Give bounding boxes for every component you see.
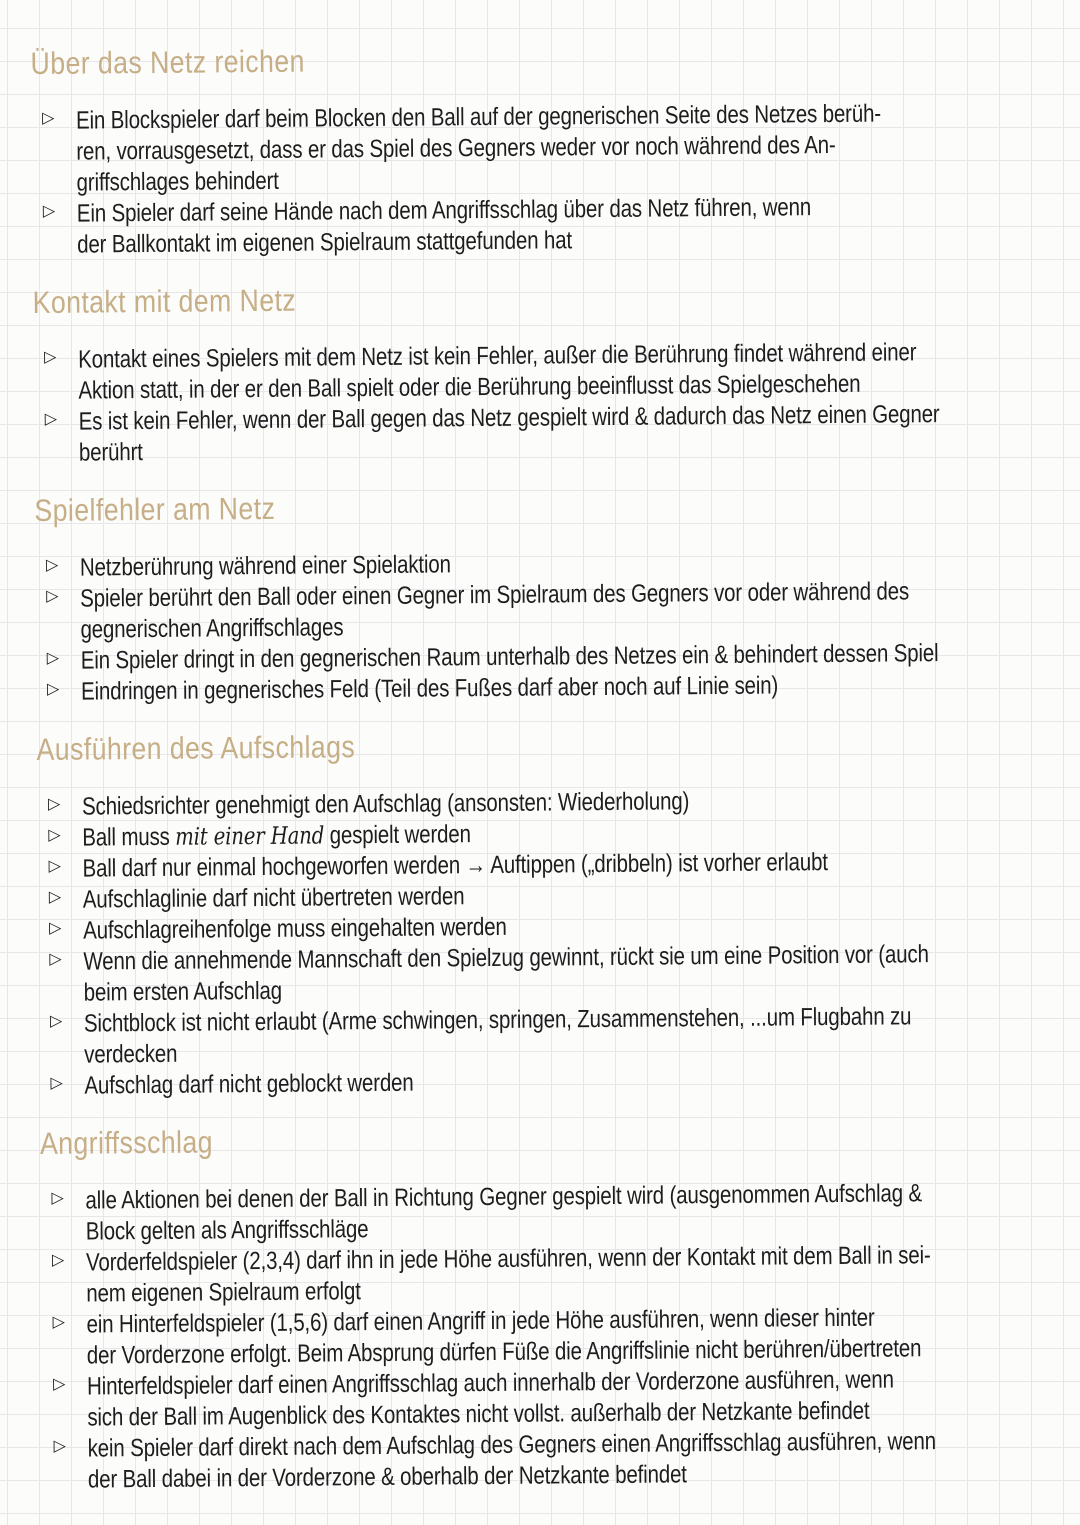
text-line: Kontakt eines Spielers mit dem Netz ist kein Fehler, außer die Berührung findet während einer bbox=[78, 338, 917, 374]
text-segment: Ball muss bbox=[82, 822, 176, 852]
emphasized-text: mit einer Hand bbox=[175, 821, 325, 851]
bullet-text bbox=[86, 1239, 1074, 1310]
section-5 bbox=[38, 1117, 1075, 1496]
text-line: alle Aktionen bei denen der Ball in Richtung Gegner gespielt wird (ausgenommen Aufschlag & bbox=[85, 1179, 923, 1215]
text-line: Aufschlagreihenfolge muss eingehalten werden bbox=[83, 912, 507, 945]
text-line: Aufschlag darf nicht geblockt werden bbox=[84, 1068, 414, 1100]
bullet-text bbox=[84, 1000, 1072, 1071]
list-item bbox=[40, 1363, 1075, 1434]
triangle-bullet-icon: ▷ bbox=[53, 1375, 66, 1393]
list-item bbox=[33, 575, 1068, 646]
bullet-text bbox=[88, 1425, 1076, 1496]
text-line: Ein Spieler dringt in den gegnerischen Raum unterhalb des Netzes ein & behindert dessen Spiel bbox=[80, 639, 939, 675]
bullet-list bbox=[29, 97, 1064, 261]
text-line: sich der Ball im Augenblick des Kontaktes nicht vollst. außerhalb der Netzkante befindet bbox=[87, 1396, 870, 1432]
triangle-bullet-icon: ▷ bbox=[51, 1189, 64, 1207]
section-heading: Angriffsschlag bbox=[39, 1124, 214, 1161]
text-line: der Ballkontakt im eigenen Spielraum stattgefunden hat bbox=[77, 226, 573, 259]
bullet-text bbox=[83, 938, 1071, 1009]
text-line: Hinterfeldspieler darf einen Angriffsschlag auch innerhalb der Vorderzone ausführen, wenn bbox=[86, 1365, 894, 1401]
triangle-bullet-icon: ▷ bbox=[48, 826, 61, 844]
text-line: verdecken bbox=[84, 1039, 178, 1069]
section-4 bbox=[34, 723, 1071, 1102]
text-line: der Ball dabei in der Vorderzone & oberhalb der Netzkante befindet bbox=[87, 1460, 687, 1494]
bullet-list bbox=[31, 336, 1066, 469]
triangle-bullet-icon: ▷ bbox=[53, 1437, 67, 1455]
section-heading: Spielfehler am Netz bbox=[34, 490, 276, 528]
triangle-bullet-icon: ▷ bbox=[46, 649, 60, 667]
list-item bbox=[38, 1177, 1073, 1248]
triangle-bullet-icon: ▷ bbox=[47, 795, 61, 813]
triangle-bullet-icon: ▷ bbox=[49, 950, 62, 968]
text-line: berührt bbox=[78, 438, 143, 467]
text-line: Ball darf nur einmal hochgeworfen werden → Auftippen („dribbeln) ist vorher erlaubt bbox=[82, 848, 828, 883]
bullet-list bbox=[33, 544, 1068, 708]
text-line: Vorderfeldspieler (2,3,4) darf ihn in jede Höhe ausführen, wenn der Kontakt mit dem Ball in sei- bbox=[85, 1241, 931, 1277]
triangle-bullet-icon: ▷ bbox=[41, 109, 55, 127]
text-line: Wenn die annehmende Mannschaft den Spielzug gewinnt, rückt sie um eine Position vor (auch bbox=[83, 940, 929, 976]
triangle-bullet-icon: ▷ bbox=[50, 1074, 63, 1092]
text-line: ein Hinterfeldspieler (1,5,6) darf einen Angriff in jede Höhe ausführen, wenn dieser hinter bbox=[86, 1303, 875, 1339]
section-2 bbox=[30, 276, 1066, 469]
triangle-bullet-icon: ▷ bbox=[48, 857, 61, 875]
list-item bbox=[36, 938, 1071, 1009]
triangle-bullet-icon: ▷ bbox=[42, 202, 56, 220]
bullet-list bbox=[38, 1177, 1075, 1496]
bullet-text bbox=[87, 1363, 1075, 1434]
list-item bbox=[39, 1239, 1074, 1310]
text-line: gegnerischen Angriffschlages bbox=[80, 613, 344, 644]
text-line: Schiedsrichter genehmigt den Aufschlag (ansonsten: Wiederholung) bbox=[81, 787, 690, 821]
section-1 bbox=[28, 37, 1064, 261]
list-item bbox=[30, 190, 1065, 261]
bullet-list bbox=[35, 783, 1072, 1102]
section-heading: Ausführen des Aufschlags bbox=[36, 729, 356, 767]
text-line: Ein Spieler darf seine Hände nach dem Angriffsschlag über das Netz führen, wenn bbox=[76, 193, 812, 228]
triangle-bullet-icon: ▷ bbox=[49, 919, 62, 937]
triangle-bullet-icon: ▷ bbox=[44, 410, 58, 428]
list-item bbox=[41, 1425, 1076, 1496]
text-line: Es ist kein Fehler, wenn der Ball gegen das Netz gespielt wird & dadurch das Netz einen Gegner bbox=[78, 400, 940, 436]
text-line: Aktion statt, in der er den Ball spielt oder die Berührung beeinflusst das Spielgeschehen bbox=[78, 369, 861, 405]
text-line: der Vorderzone erfolgt. Beim Absprung dürfen Füße die Angriffslinie nicht berühren/übertreten bbox=[86, 1334, 922, 1370]
triangle-bullet-icon: ▷ bbox=[46, 680, 60, 698]
text-line: Sichtblock ist nicht erlaubt (Arme schwingen, springen, Zusammenstehen, ...um Flugbahn zu bbox=[83, 1002, 912, 1038]
bullet-text bbox=[85, 1177, 1073, 1248]
text-segment: gespielt werden bbox=[324, 820, 471, 850]
text-line: Netzberührung während einer Spielaktion bbox=[79, 550, 451, 582]
text-line: Block gelten als Angriffsschläge bbox=[85, 1215, 369, 1246]
bullet-text bbox=[80, 575, 1068, 646]
triangle-bullet-icon: ▷ bbox=[46, 587, 59, 605]
bullet-text bbox=[86, 1301, 1074, 1372]
triangle-bullet-icon: ▷ bbox=[51, 1251, 65, 1269]
section-heading: Über das Netz reichen bbox=[30, 43, 305, 81]
list-item bbox=[39, 1301, 1074, 1372]
text-line: Ein Blockspieler darf beim Blocken den Ball auf der gegnerischen Seite des Netzes berüh- bbox=[75, 99, 882, 135]
bullet-text bbox=[79, 398, 1067, 469]
list-item bbox=[29, 97, 1064, 199]
triangle-bullet-icon: ▷ bbox=[45, 556, 59, 574]
bullet-text bbox=[77, 190, 1065, 261]
list-item bbox=[31, 336, 1066, 407]
triangle-bullet-icon: ▷ bbox=[44, 348, 57, 366]
triangle-bullet-icon: ▷ bbox=[49, 1012, 63, 1030]
text-line: nem eigenen Spielraum erfolgt bbox=[86, 1277, 361, 1308]
bullet-text bbox=[76, 97, 1064, 199]
triangle-bullet-icon: ▷ bbox=[48, 888, 62, 906]
triangle-bullet-icon: ▷ bbox=[52, 1313, 65, 1331]
list-item bbox=[37, 1000, 1072, 1071]
list-item bbox=[32, 398, 1067, 469]
text-line: Spieler berührt den Ball oder einen Gegner im Spielraum des Gegners vor oder während des bbox=[80, 577, 910, 613]
bullet-text bbox=[78, 336, 1066, 407]
section-3 bbox=[32, 484, 1068, 708]
text-line: Aufschlaglinie darf nicht übertreten werden bbox=[82, 882, 465, 914]
text-line: beim ersten Aufschlag bbox=[83, 976, 283, 1007]
text-line: kein Spieler darf direkt nach dem Aufschlag des Gegners einen Angriffsschlag ausführen, wenn bbox=[87, 1427, 937, 1463]
text-line: Eindringen in gegnerisches Feld (Teil des Fußes darf aber noch auf Linie sein) bbox=[80, 671, 779, 706]
section-heading: Kontakt mit dem Netz bbox=[32, 282, 297, 320]
text-line: ren, vorrausgesetzt, dass er das Spiel des Gegners weder vor noch während des An- bbox=[76, 130, 836, 166]
text-line: griffschlages behindert bbox=[76, 166, 279, 197]
